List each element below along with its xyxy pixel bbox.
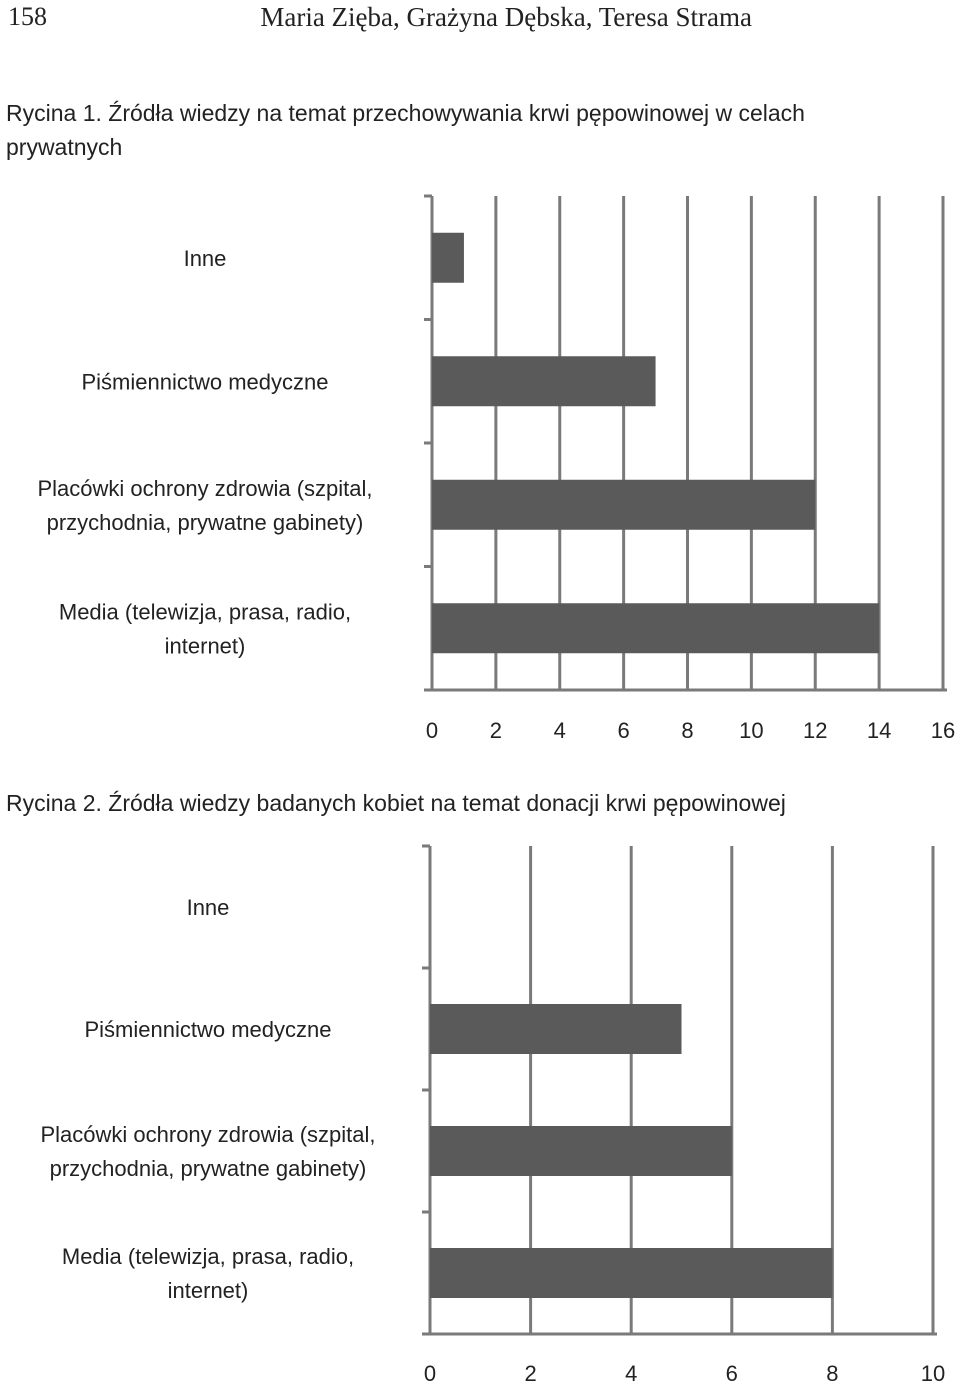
category-label: Piśmiennictwo medyczne (84, 1017, 332, 1042)
x-tick-label: 10 (739, 718, 764, 743)
bar (430, 1004, 682, 1054)
x-tick-label: 16 (930, 718, 956, 743)
x-tick-label: 4 (625, 1361, 638, 1384)
category-label: Media (telewizja, prasa, radio, (58, 599, 352, 625)
x-tick-label: 8 (681, 718, 694, 743)
x-tick-label: 2 (489, 718, 502, 743)
x-tick-label: 2 (524, 1361, 537, 1384)
bar (430, 1126, 732, 1176)
figure-1-caption: Rycina 1. Źródła wiedzy na temat przechowywania krwi pępowinowej w celach prywatnych (6, 100, 805, 160)
x-tick-label: 0 (423, 1361, 437, 1384)
category-label: Placówki ochrony zdrowia (szpital, (37, 475, 373, 501)
category-label: Inne (186, 895, 230, 920)
category-label: internet) (164, 633, 246, 659)
category-label: przychodnia, prywatne gabinety) (46, 509, 364, 535)
page-number: 158 (8, 2, 47, 31)
category-label: Inne (183, 245, 227, 271)
running-title: Maria Zięba, Grażyna Dębska, Teresa Strama (260, 2, 752, 32)
x-tick-label: 14 (866, 718, 892, 743)
category-label: internet) (167, 1278, 249, 1303)
figure-2-caption: Rycina 2. Źródła wiedzy badanych kobiet na temat donacji krwi pępowinowej (6, 790, 786, 816)
x-tick-label: 12 (803, 718, 828, 743)
bar (430, 1248, 832, 1298)
category-label: przychodnia, prywatne gabinety) (49, 1156, 367, 1181)
x-tick-label: 4 (553, 718, 566, 743)
x-tick-label: 6 (617, 718, 630, 743)
bar (432, 480, 815, 530)
x-tick-label: 6 (725, 1361, 738, 1384)
x-tick-label: 10 (920, 1361, 946, 1384)
category-label: Media (telewizja, prasa, radio, (61, 1244, 355, 1269)
figure-1-chart (0, 180, 960, 760)
category-label: Piśmiennictwo medyczne (81, 369, 329, 395)
figure-2-chart (0, 836, 960, 1384)
running-head (0, 0, 960, 40)
bar (432, 233, 464, 283)
bar (432, 356, 656, 406)
x-tick-label: 0 (425, 718, 439, 743)
bar (432, 603, 879, 653)
category-label: Placówki ochrony zdrowia (szpital, (40, 1122, 376, 1147)
x-tick-label: 8 (826, 1361, 839, 1384)
